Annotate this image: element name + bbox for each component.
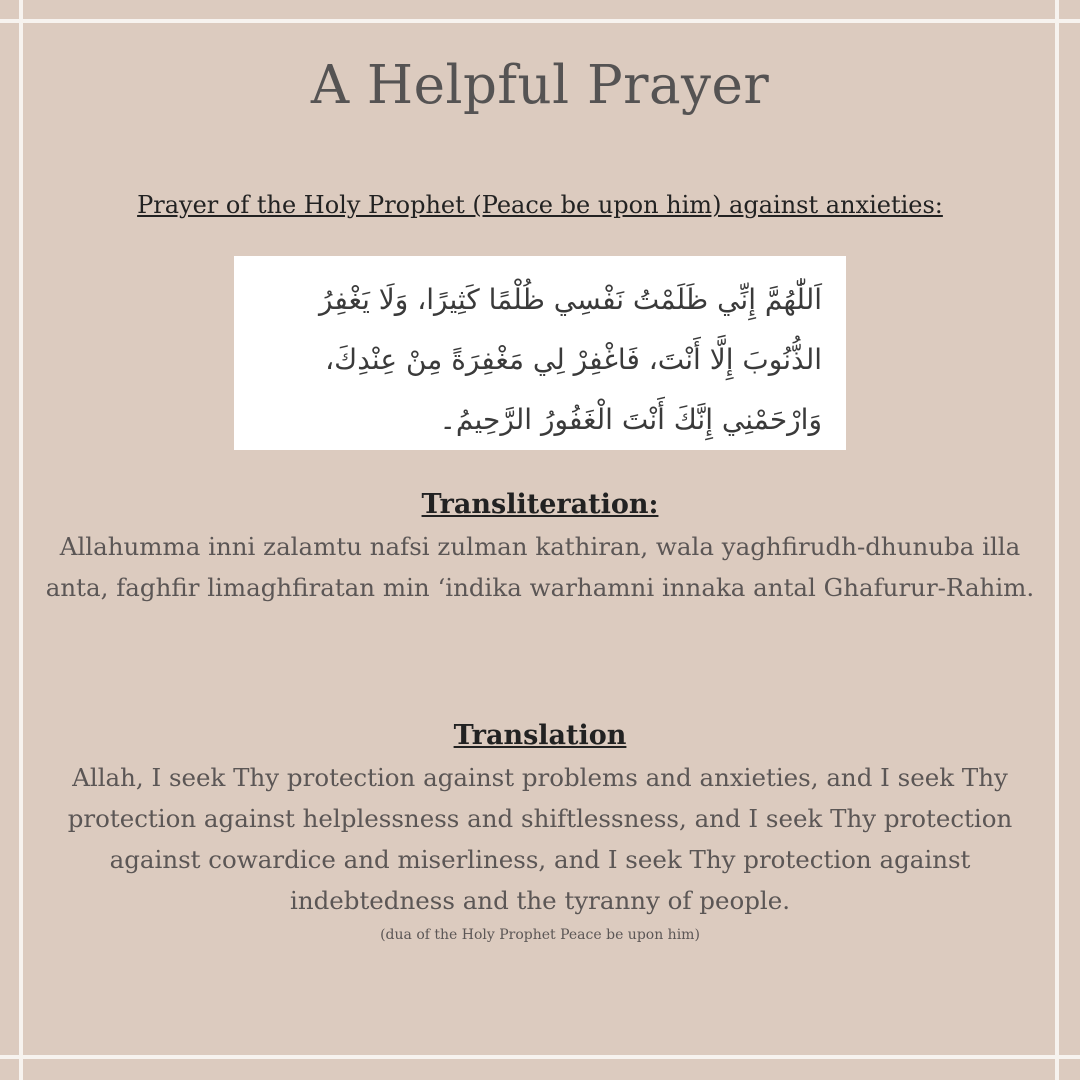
transliteration-heading: Transliteration: xyxy=(421,489,659,520)
page-title: A Helpful Prayer xyxy=(310,55,770,116)
frame-line-bottom xyxy=(0,1055,1080,1059)
footnote: (dua of the Holy Prophet Peace be upon him) xyxy=(380,927,700,943)
frame-line-left xyxy=(19,0,23,1080)
arabic-prayer-text: اَللّٰهُمَّ إِنِّي ظَلَمْتُ نَفْسِي ظُلْمًا كَثِيرًا، وَلَا يَغْفِرُ الذُّنُوبَ إِلَّا أَنْتَ، فَاغْفِرْ لِي مَغْفِرَةً مِنْ عِنْدِكَ، وَارْحَمْنِي إِنَّكَ أَنْتَ الْغَفُورُ الرَّحِيمُ۔ xyxy=(234,256,846,450)
frame-line-right xyxy=(1055,0,1059,1080)
prayer-subtitle: Prayer of the Holy Prophet (Peace be upon him) against anxieties: xyxy=(137,191,943,219)
translation-text: Allah, I seek Thy protection against problems and anxieties, and I seek Thy protection against helplessness and shiftlessness, and I seek Thy protection against cowardice and miserliness, and I seek Thy protection against indebtedness and the tyranny of people. xyxy=(67,763,1013,915)
translation-heading: Translation xyxy=(453,720,627,751)
frame-line-top xyxy=(0,19,1080,23)
transliteration-text: Allahumma inni zalamtu nafsi zulman kathiran, wala yaghfirudh-dhunuba illa anta, faghfir limaghfiratan min ‘indika warhamni innaka antal Ghafurur-Rahim. xyxy=(45,532,1035,602)
